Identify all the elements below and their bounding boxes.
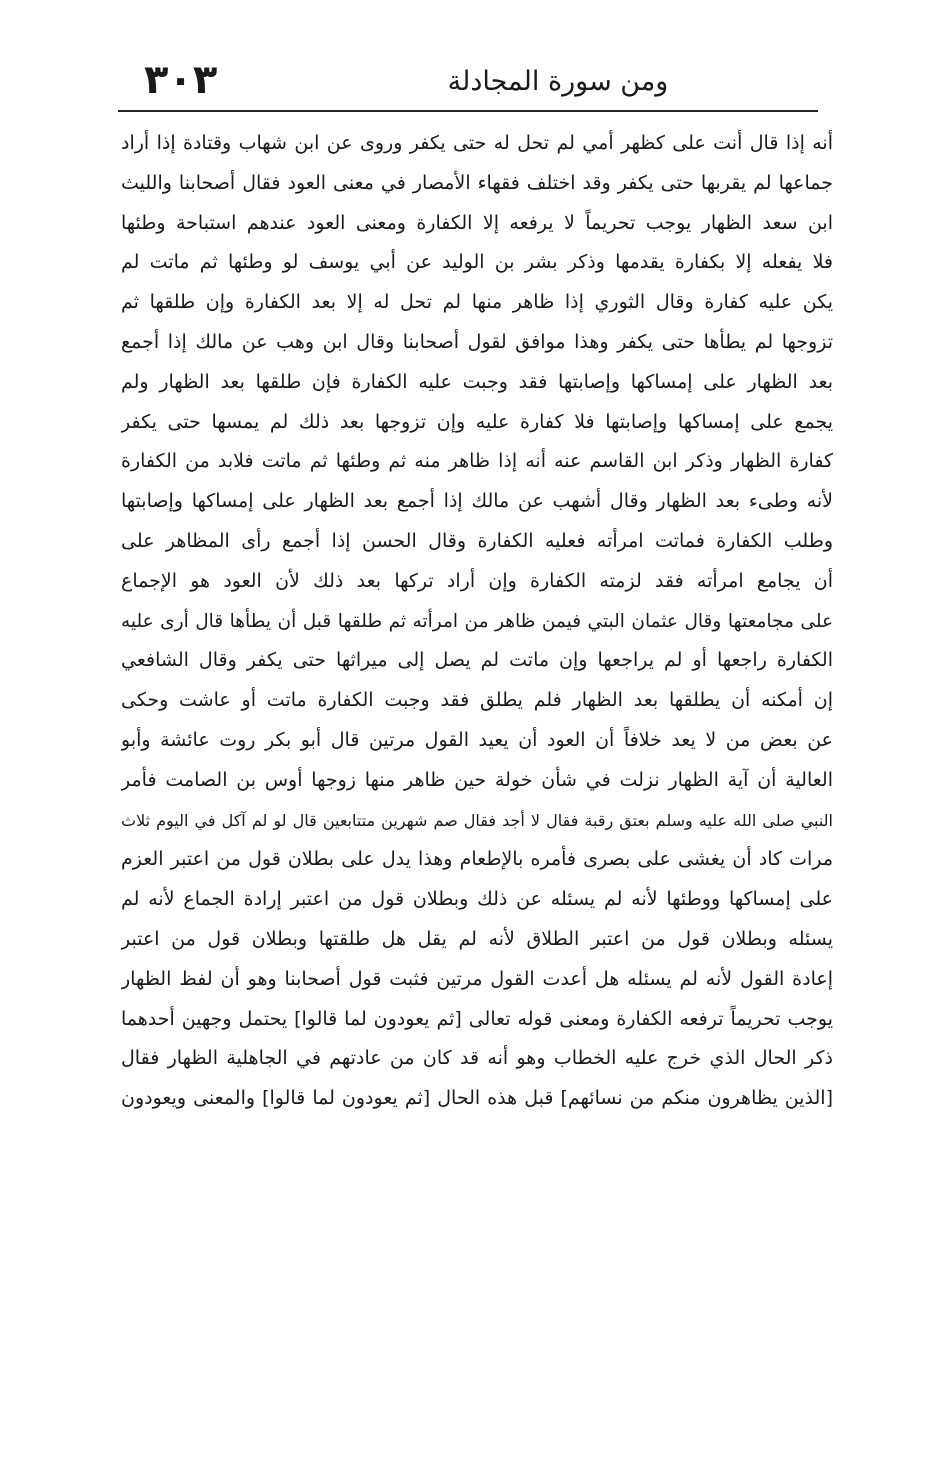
text-line: ذكر الحال الذي خرج عليه الخطاب وهو أنه قد كان من عادتهم في الجاهلية الظهار فقال: [121, 1047, 833, 1070]
running-title: ومن سورة المجادلة: [447, 66, 669, 97]
text-line: وطلب الكفارة فماتت امرأته فعليه الكفارة وقال الحسن إذا أجمع رأى المظاهر على: [121, 529, 833, 552]
text-line: يوجب تحريماً ترفعه الكفارة ومعنى قوله تعالى [ثم يعودون لما قالوا] يحتمل وجهين أحدهما: [121, 1007, 833, 1030]
text-line: جماعها لم يقربها حتى يكفر وقد اختلف فقهاء الأمصار في معنى العود فقال أصحابنا والليث: [121, 171, 833, 194]
body-text: [121, 124, 833, 1119]
text-line: يكن عليه كفارة وقال الثوري إذا ظاهر منها لم تحل له إلا بعد الكفارة وإن طلقها ثم: [121, 291, 833, 314]
text-line: يسئله وبطلان قول من اعتبر الطلاق لأنه لم يقل هل طلقتها وبطلان قول من اعتبر: [121, 927, 833, 950]
text-line: تزوجها لم يطأها حتى يكفر وهذا موافق لقول أصحابنا وقال ابن وهب عن مالك إذا أجمع: [121, 330, 833, 353]
text-line: إن أمكنه أن يطلقها بعد الظهار فلم يطلق فقد وجبت الكفارة ماتت أو عاشت وحكى: [121, 689, 833, 712]
header-rule: [118, 110, 818, 112]
text-line: إعادة القول لأنه لم يسئله هل أعدت القول مرتين فثبت قول أصحابنا وهو أن لفظ الظهار: [121, 967, 833, 990]
text-line: أن يجامع امرأته فقد لزمته الكفارة وإن أراد تركها بعد ذلك لأن العود هو الإجماع: [121, 569, 833, 592]
text-line: على إمساكها ووطئها لأنه لم يسئله عن ذلك وبطلان قول من اعتبر إرادة الجماع لأنه لم: [121, 888, 833, 911]
text-line: مرات كاد أن يغشى على بصرى فأمره بالإطعام وهذا يدل على بطلان قول من اعتبر العزم: [121, 848, 833, 871]
text-line: عن بعض من لا يعد خلافاً أن العود أن يعيد القول مرتين قال أبو بكر روت عائشة وأبو: [121, 728, 833, 751]
text-line: على مجامعتها وقال عثمان البتي فيمن ظاهر من امرأته ثم طلقها قبل أن يطأها قال أرى عليه: [121, 610, 833, 632]
text-line: فلا يفعله إلا بكفارة يقدمها وذكر بشر بن الوليد عن أبي يوسف لو وطئها ثم ماتت لم: [121, 251, 833, 274]
page-number: ٣٠٣: [144, 57, 218, 103]
text-line: ابن سعد الظهار يوجب تحريماً لا يرفعه إلا الكفارة ومعنى العود عندهم استباحة وطئها: [121, 211, 833, 234]
text-line: بعد الظهار على إمساكها وإصابتها فقد وجبت عليه الكفارة فإن طلقها بعد الظهار ولم: [121, 370, 833, 393]
text-line: العالية أن آية الظهار نزلت في شأن خولة حين ظاهر منها زوجها أوس بن الصامت فأمر: [121, 768, 833, 791]
text-line: يجمع على إمساكها وإصابتها فلا كفارة عليه وإن تزوجها بعد ذلك لم يمسها حتى يكفر: [121, 410, 833, 433]
text-line: النبي صلى الله عليه وسلم بعتق رقبة فقال لا أجد فقال صم شهرين متتابعين قال لو لم آكل في اليوم ثلاث: [121, 810, 833, 830]
page-header: [118, 52, 818, 114]
text-line: [الذين يظاهرون منكم من نسائهم] قبل هذه الحال [ثم يعودون لما قالوا] والمعنى ويعودون: [121, 1087, 833, 1110]
text-line: أنه إذا قال أنت على كظهر أمي لم تحل له حتى يكفر وروى عن ابن شهاب وقتادة إذا أراد: [121, 132, 833, 154]
text-line: لأنه وطىء بعد الظهار وقال أشهب عن مالك إذا أجمع بعد الظهار على إمساكها وإصابتها: [121, 490, 833, 513]
text-line: كفارة الظهار وذكر ابن القاسم عنه أنه إذا ظاهر منه ثم وطئها ثم ماتت فلابد من الكفارة: [121, 450, 833, 473]
text-line: الكفارة راجعها أو لم يراجعها وإن ماتت لم يصل إلى ميراثها حتى يكفر وقال الشافعي: [121, 649, 833, 672]
